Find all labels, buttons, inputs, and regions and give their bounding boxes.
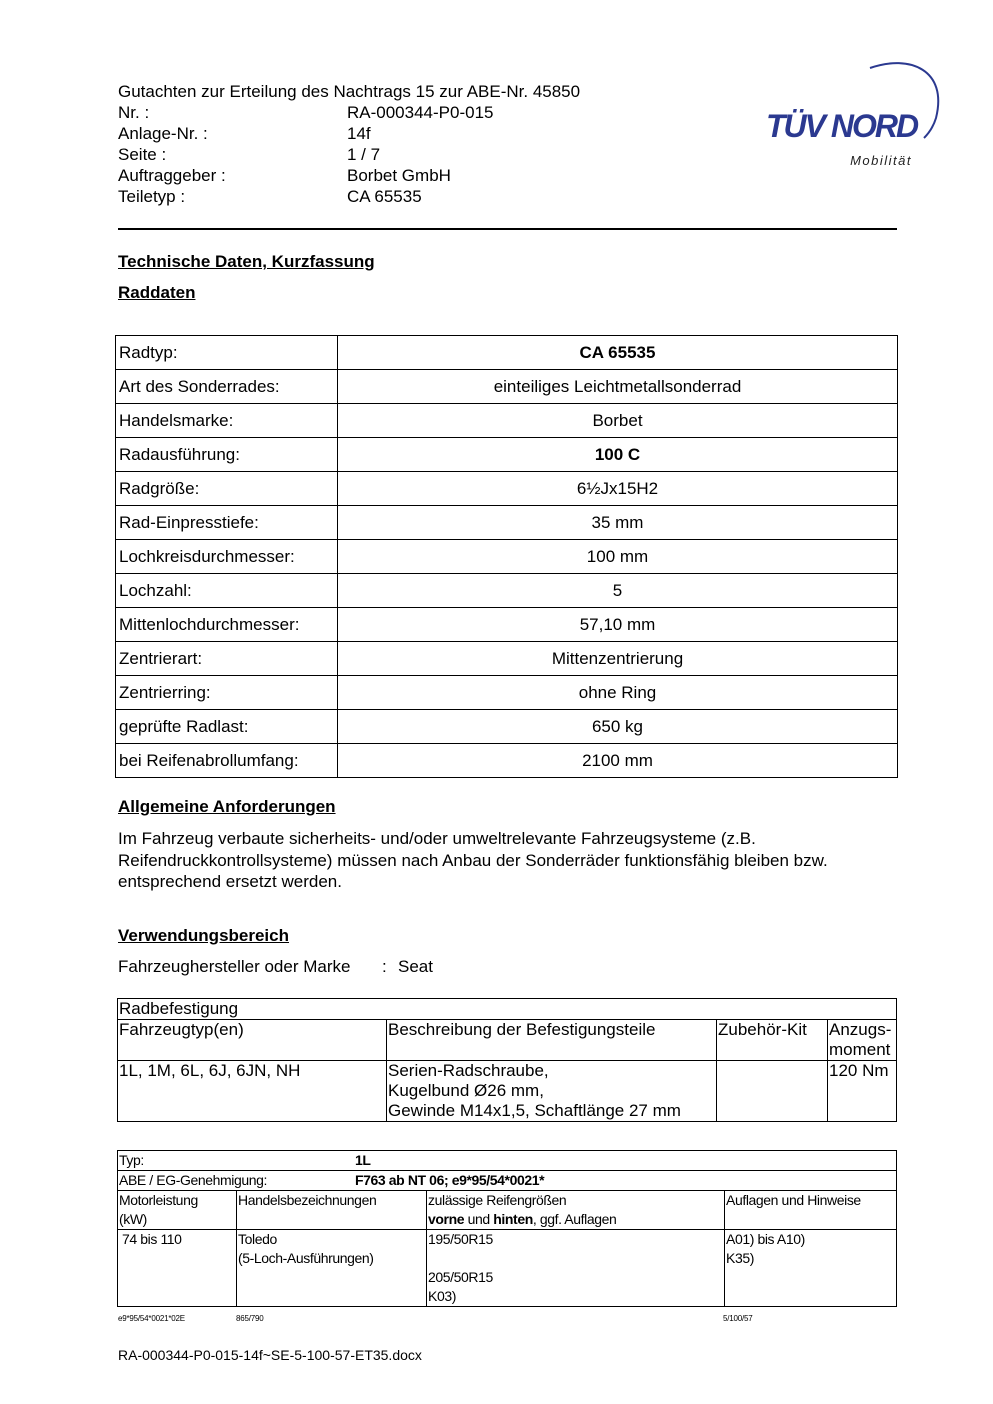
table-row bbox=[116, 336, 898, 370]
header-value: RA-000344-P0-015 bbox=[347, 103, 494, 122]
raddaten-label: Mittenlochdurchmesser: bbox=[116, 608, 338, 642]
raddaten-label: Radtyp: bbox=[116, 336, 338, 370]
table-row bbox=[116, 710, 898, 744]
header-label: Anlage-Nr. : bbox=[118, 124, 208, 143]
reifen-und: und bbox=[464, 1211, 494, 1227]
raddaten-value: CA 65535 bbox=[338, 336, 898, 370]
raddaten-label: Lochkreisdurchmesser: bbox=[116, 540, 338, 574]
reifen-line: 195/50R15 bbox=[428, 1231, 493, 1247]
header-label: Teiletyp : bbox=[118, 187, 186, 206]
table-row bbox=[118, 1171, 897, 1191]
raddaten-value: Borbet bbox=[338, 404, 898, 438]
befestigung-table bbox=[117, 998, 897, 1122]
motor-value: 74 bis 110 bbox=[118, 1230, 237, 1307]
table-row bbox=[116, 404, 898, 438]
table-row bbox=[116, 574, 898, 608]
table-row bbox=[118, 1061, 897, 1122]
table-row bbox=[116, 608, 898, 642]
raddaten-value: Mittenzentrierung bbox=[338, 642, 898, 676]
header-divider bbox=[118, 228, 897, 230]
header-value: Borbet GmbH bbox=[347, 166, 451, 185]
section-heading-allgemeine-anforderungen: Allgemeine Anforderungen bbox=[118, 797, 336, 816]
header-value: 1 / 7 bbox=[347, 145, 381, 164]
table-row bbox=[118, 1151, 897, 1171]
raddaten-label: bei Reifenabrollumfang: bbox=[116, 744, 338, 778]
befestigung-beschreibung bbox=[387, 1061, 717, 1122]
section-heading-verwendungsbereich: Verwendungsbereich bbox=[118, 926, 289, 945]
reifen-rest: , ggf. Auflagen bbox=[532, 1211, 617, 1227]
abe-row bbox=[118, 1171, 897, 1191]
auflagen-value bbox=[725, 1230, 897, 1307]
raddaten-label: Zentrierring: bbox=[116, 676, 338, 710]
raddaten-label: geprüfte Radlast: bbox=[116, 710, 338, 744]
table-row bbox=[116, 642, 898, 676]
table-row bbox=[116, 438, 898, 472]
raddaten-table bbox=[115, 335, 898, 778]
abe-value: F763 ab NT 06; e9*95/54*0021* bbox=[355, 1172, 545, 1188]
auflagen-line: K35) bbox=[726, 1250, 754, 1266]
header-value: 14f bbox=[347, 124, 371, 143]
raddaten-value: 650 kg bbox=[338, 710, 898, 744]
typ-row bbox=[118, 1151, 897, 1171]
fahrzeugtyp-table bbox=[117, 1150, 897, 1307]
table-row bbox=[116, 506, 898, 540]
raddaten-value: 6½Jx15H2 bbox=[338, 472, 898, 506]
raddaten-value: 100 C bbox=[338, 438, 898, 472]
handel-value bbox=[237, 1230, 427, 1307]
table-row bbox=[116, 370, 898, 404]
befestigung-beschreibung-line: Serien-Radschraube, bbox=[388, 1061, 549, 1080]
header-label: Nr. : bbox=[118, 103, 150, 122]
column-header-line: moment bbox=[829, 1040, 891, 1059]
manufacturer-label: Fahrzeughersteller oder Marke bbox=[118, 957, 351, 976]
small-code-approval: e9*95/54*0021*02E bbox=[118, 1314, 185, 1323]
raddaten-label: Radausführung: bbox=[116, 438, 338, 472]
raddaten-value: einteiliges Leichtmetallsonderrad bbox=[338, 370, 898, 404]
handel-line: (5-Loch-Ausführungen) bbox=[238, 1250, 374, 1266]
befestigung-moment: 120 Nm bbox=[828, 1061, 897, 1122]
small-code-dimensions: 865/790 bbox=[236, 1314, 264, 1323]
column-header-anzugsmoment bbox=[828, 1020, 897, 1061]
column-header-line: Motorleistung bbox=[119, 1192, 198, 1208]
column-header-line: Anzugs- bbox=[829, 1020, 892, 1039]
table-header-row bbox=[118, 1020, 897, 1061]
header-label: Auftraggeber : bbox=[118, 166, 226, 185]
typ-label: Typ: bbox=[119, 1152, 144, 1168]
header-value: CA 65535 bbox=[347, 187, 422, 206]
column-header-line: zulässige Reifengrößen bbox=[428, 1192, 567, 1208]
section-heading-technische-daten: Technische Daten, Kurzfassung bbox=[118, 252, 375, 271]
reifen-line: K03) bbox=[428, 1288, 456, 1304]
befestigung-kit bbox=[717, 1061, 828, 1122]
table-row bbox=[116, 540, 898, 574]
column-header-line: (kW) bbox=[119, 1211, 147, 1227]
raddaten-label: Lochzahl: bbox=[116, 574, 338, 608]
column-header-auflagen: Auflagen und Hinweise bbox=[725, 1191, 897, 1230]
reifen-hinten: hinten bbox=[493, 1211, 533, 1227]
tuv-nord-logo bbox=[760, 56, 950, 176]
column-header: Fahrzeugtyp(en) bbox=[118, 1020, 387, 1061]
typ-value: 1L bbox=[355, 1152, 371, 1168]
document-title: Gutachten zur Erteilung des Nachtrags 15 zur ABE-Nr. 45850 bbox=[118, 82, 581, 101]
allgemeine-anforderungen-text: Im Fahrzeug verbaute sicherheits- und/oder umweltrelevante Fahrzeugsysteme (z.B. Reifendruckkontrollsysteme) müssen nach Anbau der Sonderräder funktionsfähig bleiben bzw. entsprechend ersetzt werden. bbox=[118, 829, 828, 891]
raddaten-label: Art des Sonderrades: bbox=[116, 370, 338, 404]
column-header-line bbox=[428, 1210, 723, 1229]
table-row bbox=[118, 1230, 897, 1307]
table-row bbox=[116, 472, 898, 506]
manufacturer-line bbox=[118, 957, 433, 977]
column-header-reifen bbox=[427, 1191, 725, 1230]
raddaten-value: ohne Ring bbox=[338, 676, 898, 710]
header-label: Seite : bbox=[118, 145, 167, 164]
abe-label: ABE / EG-Genehmigung: bbox=[119, 1172, 268, 1188]
reifen-vorne: vorne bbox=[428, 1211, 465, 1227]
footer-filename: RA-000344-P0-015-14f~SE-5-100-57-ET35.docx bbox=[118, 1347, 422, 1363]
reifen-value bbox=[427, 1230, 725, 1307]
raddaten-value: 5 bbox=[338, 574, 898, 608]
raddaten-label: Rad-Einpresstiefe: bbox=[116, 506, 338, 540]
manufacturer-separator: : bbox=[382, 957, 387, 976]
table-row bbox=[116, 676, 898, 710]
logo-sub-text: Mobilität bbox=[850, 153, 912, 168]
reifen-spacer bbox=[428, 1249, 723, 1268]
befestigung-title: Radbefestigung bbox=[118, 999, 897, 1020]
column-header-motor bbox=[118, 1191, 237, 1230]
raddaten-value: 35 mm bbox=[338, 506, 898, 540]
raddaten-label: Handelsmarke: bbox=[116, 404, 338, 438]
table-row bbox=[118, 999, 897, 1020]
raddaten-value: 57,10 mm bbox=[338, 608, 898, 642]
reifen-line: 205/50R15 bbox=[428, 1269, 493, 1285]
auflagen-line: A01) bis A10) bbox=[726, 1231, 805, 1247]
manufacturer-value: Seat bbox=[398, 957, 433, 976]
column-header: Beschreibung der Befestigungsteile bbox=[387, 1020, 717, 1061]
raddaten-value: 100 mm bbox=[338, 540, 898, 574]
section-heading-raddaten: Raddaten bbox=[118, 283, 196, 302]
handel-line: Toledo bbox=[238, 1231, 277, 1247]
column-header: Zubehör-Kit bbox=[717, 1020, 828, 1061]
befestigung-beschreibung-line: Kugelbund Ø26 mm, bbox=[388, 1081, 544, 1100]
befestigung-beschreibung-line: Gewinde M14x1,5, Schaftlänge 27 mm bbox=[388, 1101, 681, 1120]
table-header-row bbox=[118, 1191, 897, 1230]
column-header-handel: Handelsbezeichnungen bbox=[237, 1191, 427, 1230]
raddaten-label: Radgröße: bbox=[116, 472, 338, 506]
raddaten-label: Zentrierart: bbox=[116, 642, 338, 676]
small-code-bolt: 5/100/57 bbox=[723, 1314, 753, 1323]
raddaten-value: 2100 mm bbox=[338, 744, 898, 778]
befestigung-typ: 1L, 1M, 6L, 6J, 6JN, NH bbox=[118, 1061, 387, 1122]
table-row bbox=[116, 744, 898, 778]
logo-brand-text: TÜV NORD bbox=[766, 108, 918, 144]
